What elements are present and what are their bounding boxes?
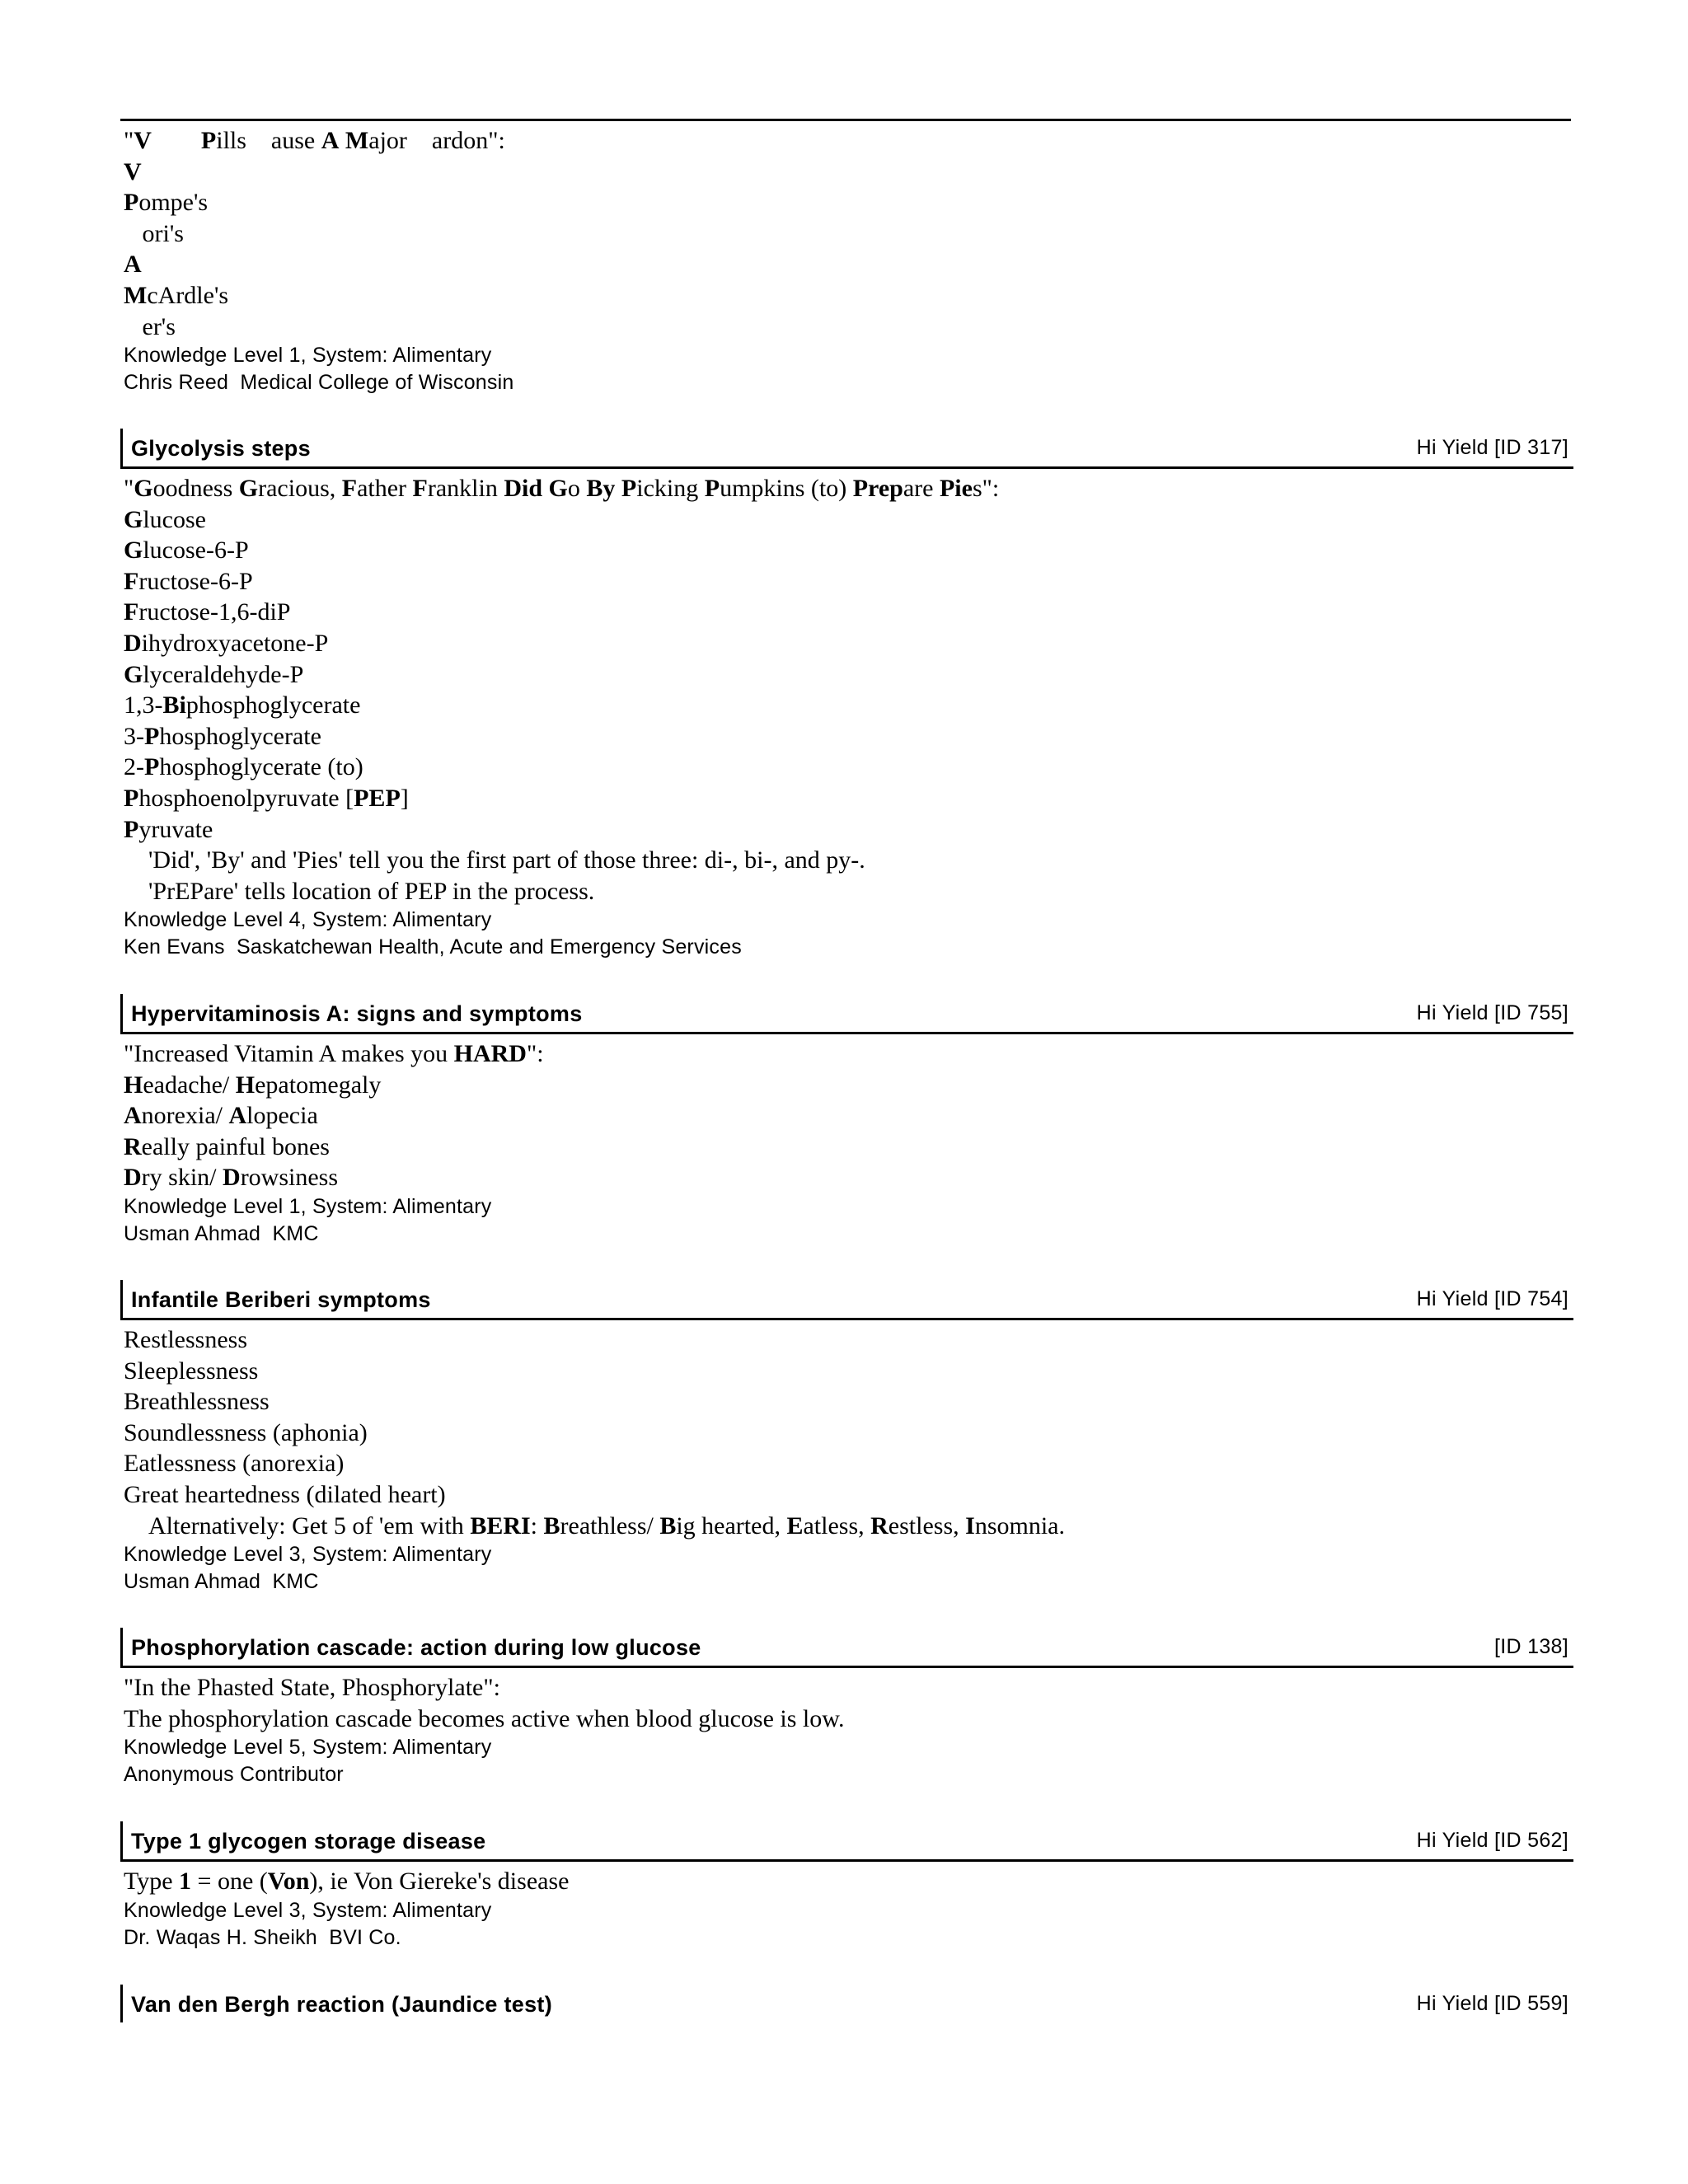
entry-header-glycogen: [120, 1821, 1573, 1862]
knowledge-level: Knowledge Level 5, System: Alimentary: [124, 1736, 492, 1760]
mnemonic-line: 1,3-Biphosphoglycerate: [124, 691, 361, 719]
entry-title: Infantile Beriberi symptoms: [131, 1287, 431, 1312]
mnemonic-line: The phosphorylation cascade becomes active when blood glucose is low.: [124, 1704, 845, 1732]
mnemonic-line: ori's: [124, 219, 184, 247]
author: Ken Evans Saskatchewan Health, Acute and Emergency Services: [124, 935, 742, 959]
knowledge-level: Knowledge Level 1, System: Alimentary: [124, 1194, 492, 1218]
entry-body-glycolysis: [124, 473, 1525, 961]
entry-body-beriberi: [124, 1324, 1525, 1596]
entry-body-top: [124, 125, 1525, 396]
mnemonic-line: Fructose-6-P: [124, 567, 253, 595]
note-line: 'PrEPare' tells location of PEP in the process.: [148, 877, 595, 905]
entry-meta: Hi Yield [ID 754]: [1416, 1287, 1568, 1310]
list-line: Great heartedness (dilated heart): [124, 1480, 446, 1508]
entry-title: Glycolysis steps: [131, 436, 311, 461]
mnemonic-line: McArdle's: [124, 281, 229, 309]
entry-meta: Hi Yield [ID 755]: [1416, 1001, 1568, 1024]
mnemonic-line: Pompe's: [124, 189, 209, 217]
note-line: Alternatively: Get 5 of 'em with BERI: Breathless/ Big hearted, Eatless, Restless, Insomnia.: [148, 1511, 1065, 1540]
mnemonic-line: Type 1 = one (Von), ie Von Giereke's disease: [124, 1868, 570, 1895]
mnemonic-line: "In the Phasted State, Phosphorylate":: [124, 1674, 500, 1701]
mnemonic-line: Dry skin/ Drowsiness: [124, 1164, 339, 1192]
entry-body-phosphorylation: [124, 1672, 1525, 1788]
entry-header-hypervitaminosis: [120, 994, 1573, 1034]
author: Chris Reed Medical College of Wisconsin: [124, 371, 514, 395]
list-line: Sleeplessness: [124, 1357, 259, 1385]
entry-header-van-den-bergh: [120, 1985, 1573, 2022]
entry-meta: Hi Yield [ID 559]: [1416, 1992, 1568, 2015]
entry-header-glycolysis: [120, 429, 1573, 469]
mnemonic-line: Glucose-6-P: [124, 537, 249, 565]
mnemonic-line: Headache/ Hepatomegaly: [124, 1071, 382, 1099]
note-line: 'Did', 'By' and 'Pies' tell you the first part of those three: di-, bi-, and py-.: [148, 846, 865, 874]
knowledge-level: Knowledge Level 4, System: Alimentary: [124, 908, 492, 932]
mnemonic-line: Glyceraldehyde-P: [124, 660, 304, 688]
knowledge-level: Knowledge Level 3, System: Alimentary: [124, 1898, 492, 1922]
author: Usman Ahmad KMC: [124, 1570, 319, 1594]
mnemonic-line: Anorexia/ Alopecia: [124, 1102, 318, 1130]
entry-body-glycogen: [124, 1866, 1525, 1952]
entry-body-hypervitaminosis: [124, 1038, 1525, 1248]
mnemonic-line: "V Pills ause A Major ardon":: [124, 127, 505, 154]
entry-meta: Hi Yield [ID 317]: [1416, 436, 1568, 459]
entry-meta: Hi Yield [ID 562]: [1416, 1829, 1568, 1852]
author: Dr. Waqas H. Sheikh BVI Co.: [124, 1925, 401, 1949]
entry-meta: [ID 138]: [1494, 1635, 1568, 1658]
mnemonic-line: 2-Phosphoglycerate (to): [124, 753, 363, 781]
top-rule: [120, 119, 1571, 121]
knowledge-level: Knowledge Level 1, System: Alimentary: [124, 344, 492, 368]
list-line: Breathlessness: [124, 1388, 270, 1416]
entry-title: Phosphorylation cascade: action during low glucose: [131, 1635, 701, 1660]
list-line: Restlessness: [124, 1326, 247, 1353]
entry-title: Type 1 glycogen storage disease: [131, 1829, 486, 1854]
mnemonic-line: 3-Phosphoglycerate: [124, 722, 321, 750]
entry-title: Hypervitaminosis A: signs and symptoms: [131, 1001, 583, 1026]
mnemonic-line: A: [124, 251, 142, 279]
mnemonic-line: V: [124, 157, 142, 185]
knowledge-level: Knowledge Level 3, System: Alimentary: [124, 1543, 492, 1567]
list-line: Soundlessness (aphonia): [124, 1418, 368, 1446]
mnemonic-line: Dihydroxyacetone-P: [124, 629, 329, 657]
mnemonic-line: er's: [124, 312, 176, 340]
mnemonic-line: Phosphoenolpyruvate [PEP]: [124, 784, 409, 812]
mnemonic-line: "Increased Vitamin A makes you HARD":: [124, 1040, 544, 1067]
list-line: Eatlessness (anorexia): [124, 1450, 345, 1478]
mnemonic-line: Really painful bones: [124, 1132, 330, 1160]
author: Anonymous Contributor: [124, 1763, 344, 1787]
entry-title: Van den Bergh reaction (Jaundice test): [131, 1992, 553, 2017]
entry-header-phosphorylation: [120, 1628, 1573, 1668]
mnemonic-line: Pyruvate: [124, 815, 213, 843]
mnemonic-line: "Goodness Gracious, Father Franklin Did Go By Picking Pumpkins (to) Prepare Pies":: [124, 475, 1000, 502]
mnemonic-line: Fructose-1,6-diP: [124, 598, 291, 626]
entry-header-beriberi: [120, 1280, 1573, 1320]
mnemonic-line: Glucose: [124, 505, 206, 533]
author: Usman Ahmad KMC: [124, 1221, 319, 1245]
